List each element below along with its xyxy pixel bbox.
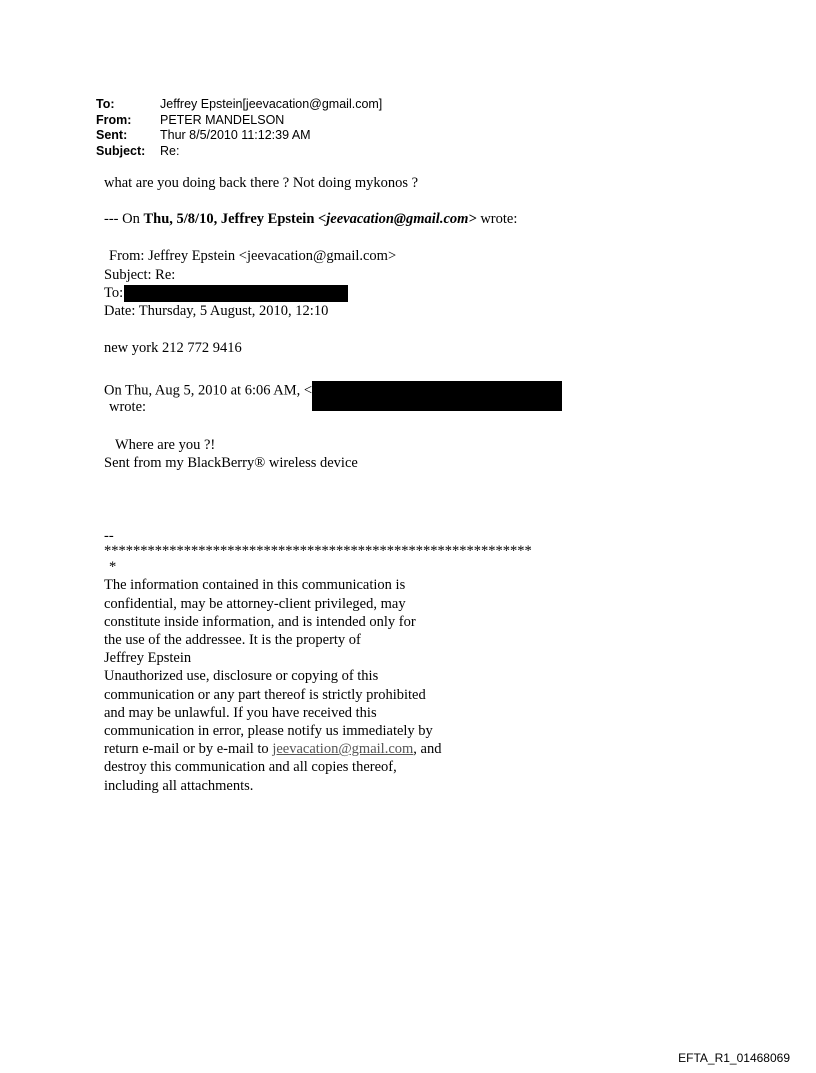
disclaimer-line-8: and may be unlawful. If you have received this	[104, 704, 377, 721]
disclaimer-10-prefix: return e-mail or by e-mail to	[104, 741, 273, 758]
disclaimer-line-2: confidential, may be attorney-client privileged, may	[104, 595, 406, 612]
disclaimer-line-9: communication in error, please notify us immediately by	[104, 723, 433, 740]
disclaimer-line-7: communication or any part thereof is strictly prohibited	[104, 686, 426, 703]
disclaimer-10-suffix: , and	[413, 741, 442, 758]
where-line: Where are you ?!	[115, 436, 216, 453]
disclaimer-line-11: destroy this communication and all copies thereof,	[104, 759, 397, 776]
quote-email: <jeevacation@gmail.com>	[318, 211, 477, 228]
header-sent-row	[96, 128, 382, 144]
quote-prefix: --- On	[104, 211, 144, 228]
forwarded-to-line	[104, 284, 704, 302]
from-value: PETER MANDELSON	[160, 112, 285, 127]
email-body	[104, 174, 704, 795]
quote-date-sender: Thu, 5/8/10, Jeffrey Epstein	[143, 211, 319, 228]
to-label: To:	[96, 97, 115, 111]
header-from-row	[96, 113, 382, 129]
reply-text: what are you doing back there ? Not doing mykonos ?	[104, 175, 419, 191]
document-id: EFTA_R1_01468069	[678, 1051, 790, 1065]
forwarded-to-label: To:	[104, 284, 124, 301]
sent-value: Thur 8/5/2010 11:12:39 AM	[160, 128, 311, 142]
disclaimer-line-3: constitute inside information, and is intended only for	[104, 613, 416, 630]
subject-value: Re:	[160, 143, 180, 158]
sent-label: Sent:	[96, 128, 128, 142]
from-label: From:	[96, 112, 132, 127]
signature-stars: ***********************************************************	[104, 543, 532, 560]
to-value: Jeffrey Epstein[jeevacation@gmail.com]	[160, 97, 383, 111]
email-link[interactable]: jeevacation@gmail.com	[272, 741, 414, 758]
signature-dashes: --	[104, 528, 114, 545]
forwarded-from: From: Jeffrey Epstein <jeevacation@gmail.com>	[109, 248, 397, 265]
sent-from-line: Sent from my BlackBerry® wireless device	[104, 454, 358, 471]
wrote-line: wrote:	[109, 399, 147, 416]
subject-label: Subject:	[96, 143, 146, 158]
disclaimer-line-1: The information contained in this communication is	[104, 577, 406, 594]
on-text: On Thu, Aug 5, 2010 at 6:06 AM, <	[104, 382, 313, 399]
redaction-bar	[312, 381, 562, 411]
email-header	[96, 97, 382, 159]
signature-star: *	[109, 559, 117, 576]
quote-suffix: wrote:	[476, 211, 518, 228]
forwarded-subject: Subject: Re:	[104, 266, 176, 283]
header-to-row	[96, 97, 382, 113]
phone-line: new york 212 772 9416	[104, 340, 242, 357]
header-subject-row	[96, 144, 382, 160]
redaction-bar	[124, 285, 348, 302]
disclaimer-line-4: the use of the addressee. It is the property of	[104, 632, 361, 649]
disclaimer-line-12: including all attachments.	[104, 777, 254, 794]
disclaimer-line-6: Unauthorized use, disclosure or copying of this	[104, 668, 379, 685]
disclaimer-line-10	[104, 740, 704, 758]
quote-header	[104, 210, 704, 228]
disclaimer-line-5: Jeffrey Epstein	[104, 650, 192, 667]
forwarded-date: Date: Thursday, 5 August, 2010, 12:10	[104, 303, 329, 320]
